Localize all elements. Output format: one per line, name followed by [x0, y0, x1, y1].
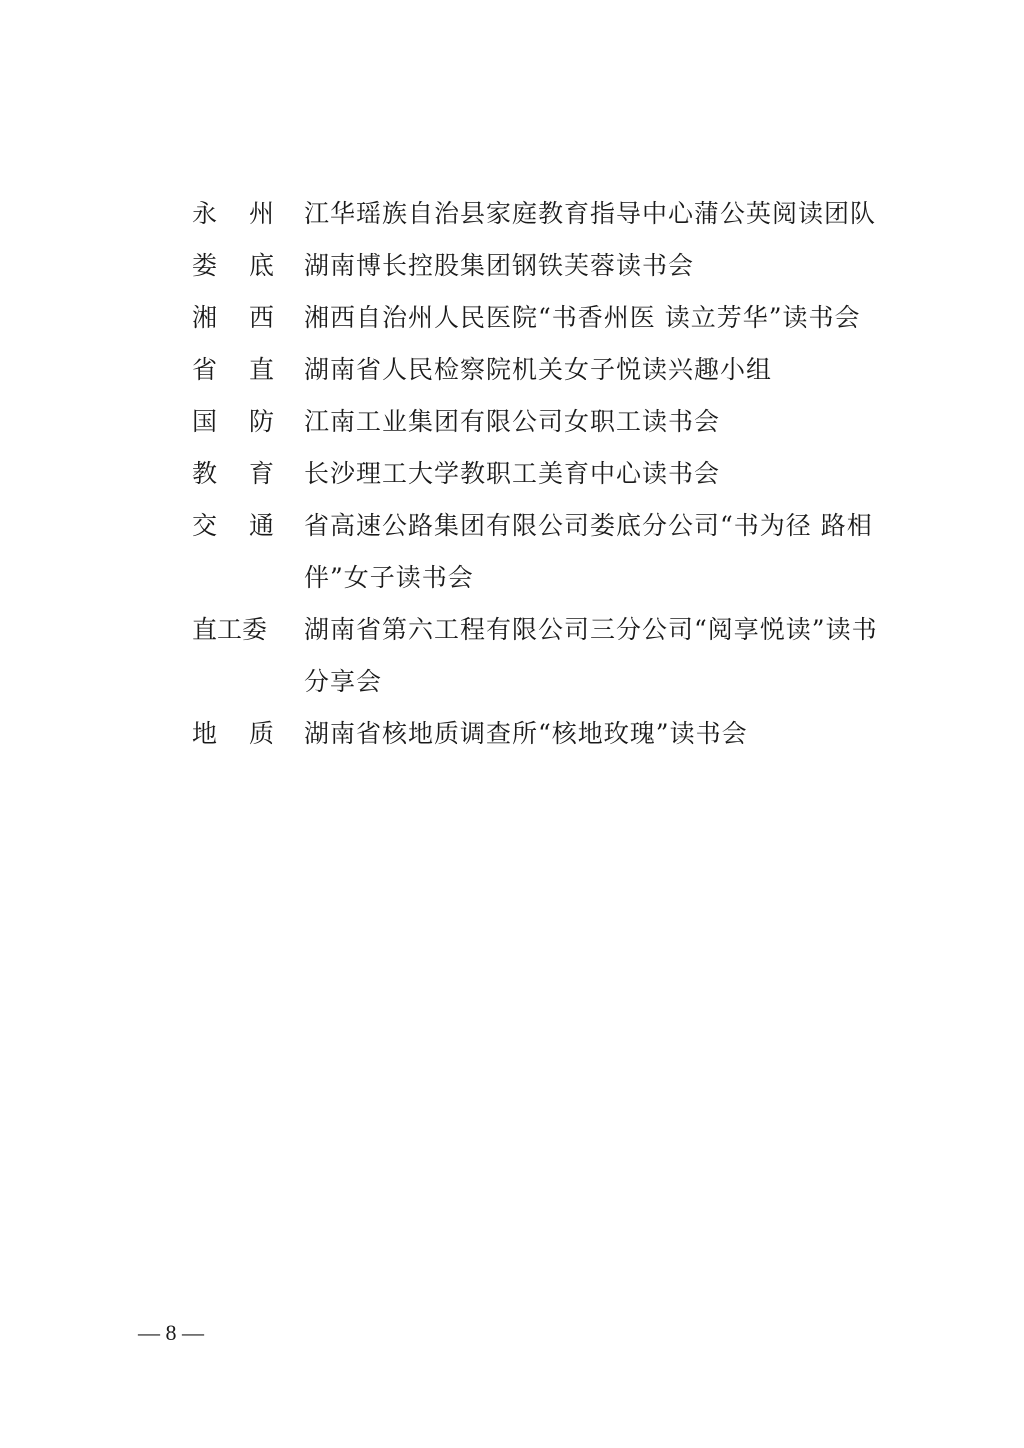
- list-item: [192, 448, 892, 500]
- organization-name: 省高速公路集团有限公司娄底分公司“书为径 路相伴”女子读书会: [304, 511, 873, 592]
- region-label: 教 育: [192, 459, 274, 488]
- region-label: 永 州: [192, 199, 274, 228]
- region-label: 省 直: [192, 355, 274, 384]
- list-item: [192, 240, 892, 292]
- organization-name: 湖南省第六工程有限公司三分公司“阅享悦读”读书分享会: [304, 615, 878, 696]
- organization-name: 湖南省核地质调查所“核地玫瑰”读书会: [304, 719, 748, 748]
- organization-name: 湖南博长控股集团钢铁芙蓉读书会: [304, 251, 695, 280]
- region-label: 娄 底: [192, 251, 274, 280]
- list-item: [192, 292, 892, 344]
- region-label: 直工委: [192, 615, 268, 644]
- organization-name: 江华瑶族自治县家庭教育指导中心蒲公英阅读团队: [304, 199, 877, 228]
- list-item: [192, 708, 892, 760]
- region-label: 国 防: [192, 407, 274, 436]
- organization-name: 湖南省人民检察院机关女子悦读兴趣小组: [304, 355, 773, 384]
- region-label: 湘 西: [192, 303, 274, 332]
- organization-name: 长沙理工大学教职工美育中心读书会: [304, 459, 721, 488]
- organization-name: 江南工业集团有限公司女职工读书会: [304, 407, 721, 436]
- region-label: 地 质: [192, 719, 274, 748]
- list-item: [192, 344, 892, 396]
- list-item: [192, 604, 892, 708]
- organization-name: 湘西自治州人民医院“书香州医 读立芳华”读书会: [304, 303, 861, 332]
- list-item: [192, 396, 892, 448]
- region-label: 交 通: [192, 511, 274, 540]
- award-list: [192, 188, 892, 760]
- page-number: — 8 —: [138, 1320, 204, 1345]
- list-item: [192, 500, 892, 604]
- list-item: [192, 188, 892, 240]
